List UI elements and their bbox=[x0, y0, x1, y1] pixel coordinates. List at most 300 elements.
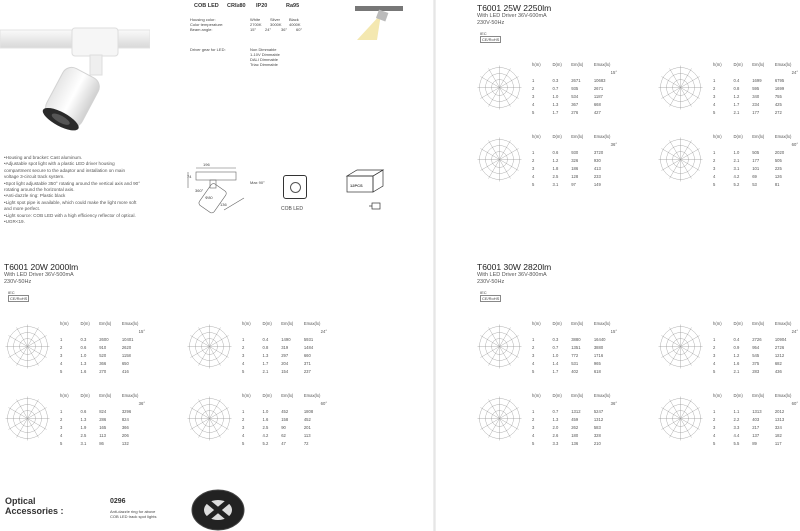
model-sub1-25w: With LED Driver 36V-600mA bbox=[477, 13, 547, 19]
cell: 4.2 bbox=[733, 174, 740, 179]
model-sub2-25w: 230V-50Hz bbox=[477, 20, 505, 26]
table-row bbox=[713, 368, 798, 376]
cell: 186 bbox=[571, 166, 579, 171]
cell: 3.3 bbox=[552, 441, 559, 446]
cell: 452 bbox=[281, 409, 289, 414]
polar-diagram bbox=[187, 324, 232, 369]
col-header: h(m) bbox=[713, 134, 722, 139]
cell: 126 bbox=[774, 174, 782, 179]
cell: 3 bbox=[60, 353, 63, 358]
table-row bbox=[532, 165, 617, 173]
polar-diagram bbox=[5, 396, 50, 441]
col-header: h(m) bbox=[713, 62, 722, 67]
col-header: Emax(lx) bbox=[303, 321, 321, 326]
cell: 4 bbox=[532, 174, 535, 179]
photometric-block-m30_36 bbox=[477, 392, 617, 462]
polar-diagram bbox=[187, 396, 232, 441]
polar-diagram bbox=[658, 137, 703, 182]
cell: 3 bbox=[713, 353, 716, 358]
photometric-table bbox=[242, 392, 327, 448]
cell: 534 bbox=[571, 94, 579, 99]
cell: 1.3 bbox=[80, 417, 87, 422]
photometric-block-m20_24 bbox=[187, 320, 327, 390]
beam-angle: 60° bbox=[791, 401, 798, 406]
photometric-table bbox=[532, 133, 617, 189]
cell: 149 bbox=[593, 182, 601, 187]
table-row bbox=[242, 432, 327, 440]
model-title-25w: T6001 25W 2250lm bbox=[477, 3, 552, 13]
cell: 0.6 bbox=[80, 409, 87, 414]
model-title-30w: T6001 30W 2820lm bbox=[477, 262, 552, 272]
table-row bbox=[60, 336, 145, 344]
cell: 4.2 bbox=[262, 433, 269, 438]
col-header: D(m) bbox=[733, 134, 743, 139]
table-row bbox=[242, 424, 327, 432]
cell: 531 bbox=[571, 361, 579, 366]
col-header: Emax(lx) bbox=[593, 134, 611, 139]
col-header: D(m) bbox=[552, 134, 562, 139]
cell: 1.0 bbox=[262, 409, 269, 414]
cell: 53 bbox=[752, 182, 757, 187]
cell: 237 bbox=[303, 369, 311, 374]
cell: 5 bbox=[242, 369, 245, 374]
cell: 1 bbox=[532, 337, 535, 342]
cell: 201 bbox=[303, 425, 311, 430]
cell: 4 bbox=[242, 433, 245, 438]
col-header: Emax(lx) bbox=[593, 393, 611, 398]
col-header: D(m) bbox=[80, 321, 90, 326]
table-row bbox=[60, 344, 145, 352]
cell: 1484 bbox=[303, 345, 314, 350]
cell: 2671 bbox=[593, 86, 604, 91]
cell: 4.4 bbox=[733, 433, 740, 438]
cell: 1 bbox=[532, 150, 535, 155]
cell: 286 bbox=[99, 417, 107, 422]
table-row bbox=[242, 360, 327, 368]
cell: 618 bbox=[593, 369, 601, 374]
dim-80: Φ80 bbox=[205, 195, 213, 200]
col-header: Emax(lx) bbox=[774, 393, 792, 398]
cell: 2.1 bbox=[733, 110, 740, 115]
cell: 1187 bbox=[593, 94, 603, 99]
cell: 1351 bbox=[571, 345, 581, 350]
cell: 2620 bbox=[121, 345, 132, 350]
table-row bbox=[713, 416, 798, 424]
cell: 1699 bbox=[774, 86, 785, 91]
cell: 1.1 bbox=[733, 409, 740, 414]
cell: 97 bbox=[571, 182, 576, 187]
cell: 2.5 bbox=[80, 433, 87, 438]
cell: 47 bbox=[281, 441, 286, 446]
cell: 4 bbox=[713, 174, 716, 179]
table-row bbox=[713, 85, 798, 93]
cell: 5247 bbox=[593, 409, 604, 414]
polar-diagram bbox=[477, 396, 522, 441]
beam-angle: 15° bbox=[138, 329, 145, 334]
cell: 1699 bbox=[752, 78, 762, 83]
cell: 650 bbox=[121, 361, 129, 366]
cell: 101 bbox=[752, 166, 760, 171]
cell: 297 bbox=[281, 353, 289, 358]
cell: 3.3 bbox=[733, 425, 740, 430]
cell: 210 bbox=[593, 441, 601, 446]
table-row bbox=[713, 432, 798, 440]
table-row bbox=[713, 408, 798, 416]
col-header: D(m) bbox=[733, 321, 743, 326]
table-row bbox=[532, 424, 617, 432]
table-row bbox=[532, 408, 617, 416]
cell: 1.7 bbox=[262, 361, 269, 366]
cell: 366 bbox=[121, 425, 129, 430]
model-sub2-20w: 230V-50Hz bbox=[4, 279, 32, 285]
cell: 371 bbox=[303, 361, 311, 366]
cell: 1212 bbox=[774, 353, 785, 358]
col-header: Em(lx) bbox=[752, 321, 765, 326]
col-header: h(m) bbox=[60, 321, 69, 326]
cell: 2 bbox=[532, 86, 535, 91]
table-row bbox=[242, 344, 327, 352]
cell: 225 bbox=[774, 166, 782, 171]
cell: 2.0 bbox=[552, 425, 559, 430]
photometric-block-m30_60 bbox=[658, 392, 798, 462]
cell: 113 bbox=[99, 433, 106, 438]
cell: 0.3 bbox=[80, 337, 87, 342]
spec-rows bbox=[190, 17, 350, 32]
accessories-title: Accessories : bbox=[5, 506, 64, 516]
cell: 3 bbox=[713, 94, 716, 99]
cell: 4 bbox=[713, 102, 716, 107]
cell: 89 bbox=[752, 441, 757, 446]
table-row bbox=[532, 440, 617, 448]
col-header: Em(lx) bbox=[571, 321, 584, 326]
beam-angle: 24° bbox=[791, 329, 798, 334]
col-header: D(m) bbox=[262, 393, 272, 398]
cell: 583 bbox=[593, 425, 601, 430]
cell: 3296 bbox=[121, 409, 132, 414]
cell: 0.4 bbox=[733, 78, 740, 83]
col-header: h(m) bbox=[242, 393, 251, 398]
model-sub1-20w: With LED Driver 36V-500mA bbox=[4, 272, 74, 278]
table-row bbox=[532, 352, 617, 360]
cell: 1.4 bbox=[552, 361, 559, 366]
cell: 1.2 bbox=[733, 353, 740, 358]
cell: 452 bbox=[303, 417, 311, 422]
table-row bbox=[713, 165, 798, 173]
table-row bbox=[60, 368, 145, 376]
photometric-table bbox=[713, 133, 798, 189]
col-header: D(m) bbox=[552, 321, 562, 326]
cell: 5 bbox=[713, 369, 716, 374]
cell: 2600 bbox=[99, 337, 109, 342]
cell: 3880 bbox=[571, 337, 581, 342]
cell: 1 bbox=[713, 337, 716, 342]
table-row bbox=[532, 173, 617, 181]
cell: 1 bbox=[532, 78, 535, 83]
model-sub1-30w: With LED Driver 36V-800mA bbox=[477, 272, 547, 278]
cell: 326 bbox=[571, 158, 579, 163]
cell: 69 bbox=[752, 174, 757, 179]
cell: 5 bbox=[713, 182, 716, 187]
accessory-code: 0296 bbox=[110, 498, 126, 505]
table-row bbox=[532, 157, 617, 165]
cell: 2 bbox=[532, 158, 535, 163]
polar-diagram bbox=[477, 137, 522, 182]
table-row bbox=[713, 77, 798, 85]
cell: 1.7 bbox=[733, 102, 740, 107]
cell: 136 bbox=[571, 441, 579, 446]
cell: 5.2 bbox=[733, 182, 740, 187]
spec-col-ra: Ra95 bbox=[286, 3, 300, 9]
polar-diagram bbox=[5, 324, 50, 369]
cell: 5 bbox=[532, 441, 535, 446]
table-row bbox=[713, 360, 798, 368]
packing-box-icon bbox=[343, 168, 388, 196]
beam-icon bbox=[355, 6, 403, 42]
table-row bbox=[242, 416, 327, 424]
cell: 3 bbox=[713, 166, 716, 171]
driver-options: Non Dimmable 1-10V Dimmable DALI Dimmable Triac Dimmable bbox=[250, 47, 280, 67]
col-header: Em(lx) bbox=[99, 321, 112, 326]
cell: 3.1 bbox=[552, 182, 559, 187]
cert-icon-25w: IEC CE/RoHS bbox=[480, 31, 500, 42]
polar-diagram bbox=[658, 396, 703, 441]
table-row bbox=[713, 149, 798, 157]
cell: 283 bbox=[752, 369, 760, 374]
photometric-table bbox=[532, 61, 617, 117]
cell: 154 bbox=[281, 369, 289, 374]
table-row bbox=[60, 360, 145, 368]
table-row bbox=[532, 109, 617, 117]
cell: 1312 bbox=[593, 417, 604, 422]
cell: 4 bbox=[532, 102, 535, 107]
cell: 5.5 bbox=[733, 441, 740, 446]
cell: 10904 bbox=[774, 337, 787, 342]
dim-196: 196 bbox=[203, 162, 210, 167]
col-header: h(m) bbox=[713, 393, 722, 398]
cell: 755 bbox=[774, 94, 782, 99]
cert-icon-20w: IEC CE/RoHS bbox=[8, 290, 28, 301]
cell: 1.8 bbox=[552, 166, 559, 171]
cell: 427 bbox=[593, 110, 601, 115]
cup-icon bbox=[369, 202, 385, 210]
cell: 1.2 bbox=[733, 94, 740, 99]
col-header: h(m) bbox=[242, 321, 251, 326]
photometric-table bbox=[60, 320, 145, 376]
photometric-table bbox=[532, 320, 617, 376]
cell: 5 bbox=[532, 182, 535, 187]
cell: 3.1 bbox=[733, 166, 740, 171]
col-header: Em(lx) bbox=[752, 134, 765, 139]
cell: 4 bbox=[242, 361, 245, 366]
cell: 1.6 bbox=[262, 417, 269, 422]
photometric-block-m25_36 bbox=[477, 133, 617, 203]
cell: 2.5 bbox=[262, 425, 269, 430]
cell: 2.6 bbox=[552, 433, 559, 438]
cell: 2726 bbox=[752, 337, 762, 342]
cell: 1.3 bbox=[552, 102, 559, 107]
cell: 965 bbox=[593, 361, 601, 366]
pack-qty: 12PCS bbox=[350, 183, 363, 188]
cell: 3 bbox=[532, 94, 535, 99]
cell: 128 bbox=[571, 174, 579, 179]
cell: 367 bbox=[571, 102, 579, 107]
cell: 340 bbox=[752, 94, 760, 99]
cell: 4 bbox=[532, 433, 535, 438]
table-row bbox=[713, 344, 798, 352]
cell: 2 bbox=[713, 345, 716, 350]
table-row bbox=[532, 93, 617, 101]
photometric-block-m25_24 bbox=[658, 61, 798, 131]
cell: 4 bbox=[60, 433, 63, 438]
cell: 1 bbox=[242, 337, 245, 342]
cell: 824 bbox=[99, 409, 107, 414]
cell: 16440 bbox=[593, 337, 606, 342]
col-header: Emax(lx) bbox=[121, 393, 139, 398]
cell: 234 bbox=[752, 102, 760, 107]
cell: 1 bbox=[242, 409, 245, 414]
photometric-block-m20_36 bbox=[5, 392, 145, 462]
polar-diagram bbox=[477, 65, 522, 110]
cell: 772 bbox=[571, 353, 579, 358]
cell: 930 bbox=[593, 158, 601, 163]
spec-row-cct: Color temperature: 2700K 3000K 4000K bbox=[190, 22, 301, 27]
photometric-block-m25_60 bbox=[658, 133, 798, 203]
col-header: Emax(lx) bbox=[593, 62, 611, 67]
cell: 403 bbox=[752, 417, 760, 422]
beam-angle: 36° bbox=[610, 142, 617, 147]
cob-label: COB LED bbox=[281, 206, 303, 212]
col-header: Em(lx) bbox=[571, 134, 584, 139]
table-row bbox=[532, 360, 617, 368]
col-header: Em(lx) bbox=[752, 393, 765, 398]
spec-row-beam: Beam angle: 15° 24° 36° 60° bbox=[190, 27, 303, 32]
cell: 204 bbox=[281, 361, 289, 366]
table-row bbox=[713, 352, 798, 360]
photometric-block-m30_15 bbox=[477, 320, 617, 390]
cell: 2 bbox=[60, 417, 63, 422]
photometric-table bbox=[60, 392, 145, 448]
cell: 0.3 bbox=[552, 337, 559, 342]
cell: 2 bbox=[713, 158, 716, 163]
cell: 62 bbox=[281, 433, 286, 438]
photometric-table bbox=[713, 61, 798, 117]
cell: 595 bbox=[752, 86, 760, 91]
col-header: Em(lx) bbox=[752, 62, 765, 67]
model-sub2-30w: 230V-50Hz bbox=[477, 279, 505, 285]
cell: 930 bbox=[571, 150, 579, 155]
cell: 824 bbox=[121, 417, 129, 422]
cell: 3 bbox=[242, 353, 245, 358]
polar-diagram bbox=[658, 324, 703, 369]
col-header: Em(lx) bbox=[281, 393, 294, 398]
cell: 270 bbox=[99, 369, 107, 374]
table-row bbox=[242, 336, 327, 344]
accessory-desc1: Anti-dazzle ring for above bbox=[110, 509, 156, 514]
col-header: Emax(lx) bbox=[303, 393, 321, 398]
cell: 1312 bbox=[571, 409, 581, 414]
cell: 545 bbox=[752, 353, 760, 358]
cell: 0.6 bbox=[552, 150, 559, 155]
col-header: Em(lx) bbox=[571, 62, 584, 67]
col-header: D(m) bbox=[552, 62, 562, 67]
cell: 113 bbox=[303, 433, 311, 438]
cell: 0.7 bbox=[552, 345, 559, 350]
cell: 217 bbox=[752, 425, 760, 430]
cell: 1313 bbox=[752, 409, 762, 414]
col-header: h(m) bbox=[532, 62, 541, 67]
cell: 520 bbox=[99, 353, 107, 358]
cell: 1.3 bbox=[80, 361, 87, 366]
cell: 117 bbox=[774, 441, 782, 446]
cell: 402 bbox=[571, 369, 579, 374]
cell: 1490 bbox=[281, 337, 291, 342]
cell: 2 bbox=[532, 345, 535, 350]
beam-angle: 24° bbox=[320, 329, 327, 334]
cell: 436 bbox=[774, 369, 782, 374]
cell: 1.0 bbox=[733, 150, 740, 155]
col-header: D(m) bbox=[733, 393, 743, 398]
beam-angle: 36° bbox=[610, 401, 617, 406]
photometric-block-m20_15 bbox=[5, 320, 145, 390]
cell: 1.7 bbox=[552, 369, 559, 374]
table-row bbox=[532, 181, 617, 189]
beam-angle: 15° bbox=[610, 329, 617, 334]
table-row bbox=[532, 149, 617, 157]
cell: 2.1 bbox=[262, 369, 269, 374]
cell: 2 bbox=[60, 345, 63, 350]
dim-74: 74 bbox=[187, 174, 192, 179]
cell: 1.6 bbox=[80, 369, 87, 374]
table-row bbox=[713, 336, 798, 344]
cell: 132 bbox=[121, 441, 129, 446]
cell: 1.7 bbox=[552, 110, 559, 115]
cell: 416 bbox=[121, 369, 129, 374]
cell: 137 bbox=[752, 433, 760, 438]
cell: 5 bbox=[713, 110, 716, 115]
cell: 1313 bbox=[774, 417, 785, 422]
table-row bbox=[242, 368, 327, 376]
spec-row-housing: Housing color: White Silver Black bbox=[190, 17, 299, 22]
table-row bbox=[532, 432, 617, 440]
table-row bbox=[60, 416, 145, 424]
beam-angle: 60° bbox=[320, 401, 327, 406]
col-header: Emax(lx) bbox=[774, 321, 792, 326]
table-row bbox=[532, 77, 617, 85]
cell: 2671 bbox=[571, 78, 581, 83]
cell: 1.0 bbox=[80, 353, 87, 358]
features-list: •Housing and bracket: Cast aluminum. •Adjustable spot light with a plastic LED driver housing compartment secure to the adaptor and installation on main voltage 3-circuit track system. •Spot light adjustable 350° rotating around the vertical axis and 90° rotating around the horizontal axis. •Anti-dazzle ring: Plastic black •Light spot pipe is available, which could make the light more soft and more perfect. •Light source: COB LED with a high efficiency reflector of optical. •UGR<19. bbox=[4, 155, 141, 225]
cell: 3 bbox=[532, 166, 535, 171]
cell: 1.3 bbox=[262, 353, 269, 358]
cell: 2020 bbox=[774, 150, 785, 155]
cell: 1.3 bbox=[552, 417, 559, 422]
cell: 4 bbox=[713, 433, 716, 438]
cell: 2.1 bbox=[733, 158, 740, 163]
col-header: Em(lx) bbox=[281, 321, 294, 326]
col-header: D(m) bbox=[80, 393, 90, 398]
polar-diagram bbox=[477, 324, 522, 369]
cell: 425 bbox=[774, 102, 782, 107]
col-header: Emax(lx) bbox=[774, 62, 792, 67]
driver-label: Driver gear for LED: bbox=[190, 47, 226, 52]
table-row bbox=[713, 424, 798, 432]
cell: 3720 bbox=[593, 150, 604, 155]
table-row bbox=[60, 440, 145, 448]
cell: 505 bbox=[774, 158, 782, 163]
cell: 459 bbox=[571, 417, 579, 422]
cell: 177 bbox=[752, 158, 760, 163]
photometric-block-m25_15 bbox=[477, 61, 617, 131]
